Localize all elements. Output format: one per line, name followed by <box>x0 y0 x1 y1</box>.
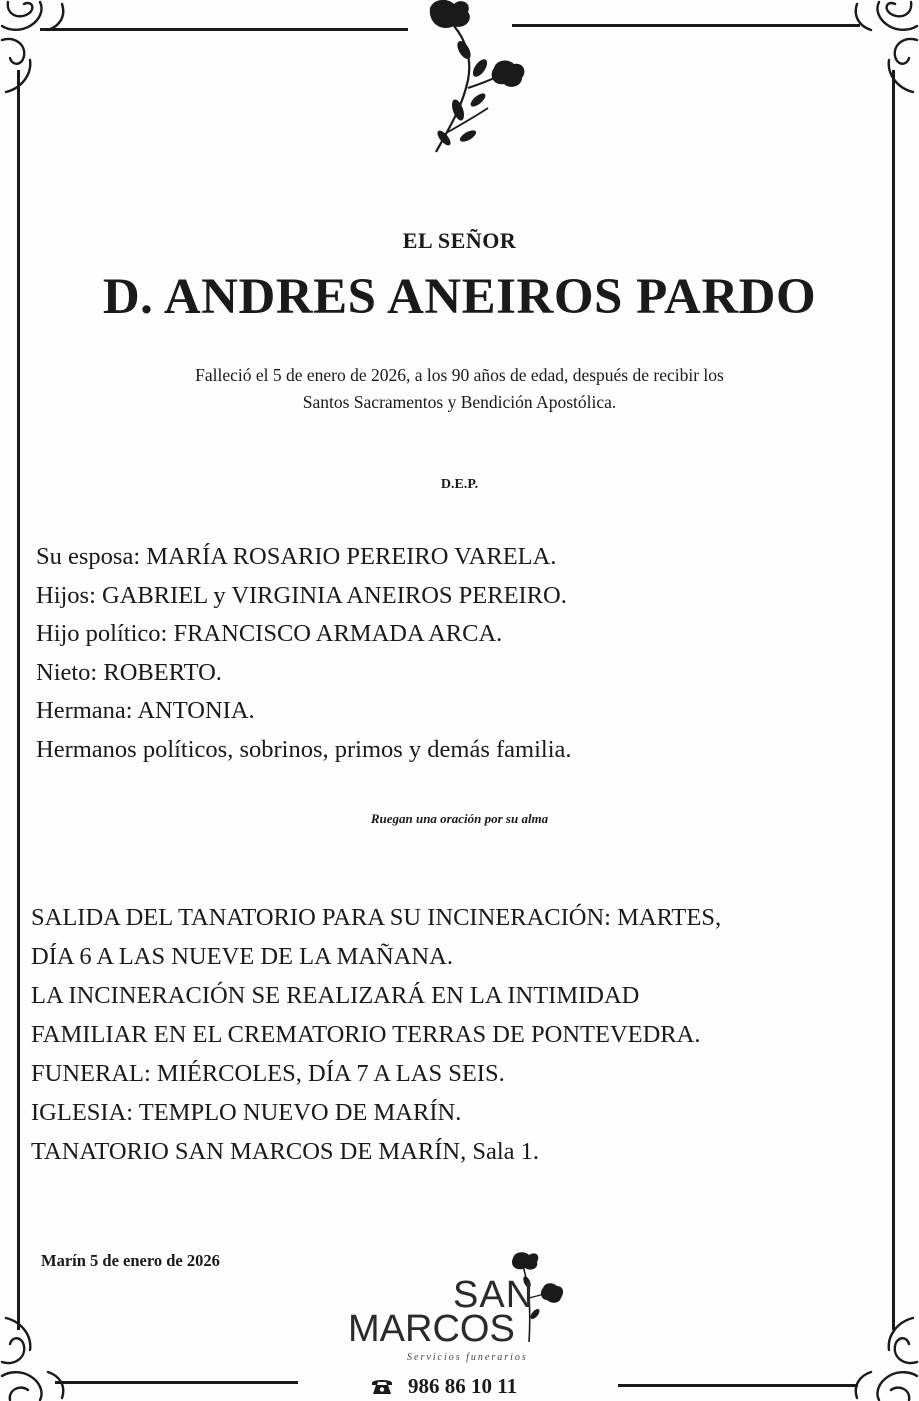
service-line: IGLESIA: TEMPLO NUEVO DE MARÍN. <box>31 1099 462 1126</box>
corner-ornament-icon <box>0 0 80 95</box>
telephone-icon <box>370 1377 394 1395</box>
service-line: FAMILIAR EN EL CREMATORIO TERRAS DE PONTEVEDRA. <box>31 1021 701 1048</box>
service-details <box>31 898 721 1171</box>
service-line: SALIDA DEL TANATORIO PARA SU INCINERACIÓN: MARTES, <box>31 904 722 931</box>
frame-bottom-left-line <box>55 1381 298 1384</box>
corner-ornament-icon <box>839 0 919 95</box>
deceased-name: D. ANDRES ANEIROS PARDO <box>102 269 817 325</box>
corner-ornament-icon <box>0 1316 80 1401</box>
family-line: Su esposa: MARÍA ROSARIO PEREIRO VARELA. <box>36 543 557 570</box>
prayer-request: Ruegan una oración por su alma <box>370 811 549 826</box>
dep-label: D.E.P. <box>440 477 479 492</box>
phone-contact <box>370 1374 517 1399</box>
rose-flower-icon <box>418 0 533 160</box>
place-date: Marín 5 de enero de 2026 <box>41 1251 220 1270</box>
family-line: Hermana: ANTONIA. <box>36 697 255 724</box>
logo-subtitle: Servicios funerarios <box>407 1352 528 1363</box>
service-line: LA INCINERACIÓN SE REALIZARÁ EN LA INTIMIDAD <box>31 982 640 1009</box>
funeral-home-logo <box>345 1252 575 1372</box>
service-line: TANATORIO SAN MARCOS DE MARÍN, Sala 1. <box>31 1138 540 1165</box>
family-list <box>36 538 572 769</box>
death-statement <box>0 362 919 416</box>
phone-number: 986 86 10 11 <box>408 1374 518 1398</box>
death-statement-line: Falleció el 5 de enero de 2026, a los 90 años de edad, después de recibir los <box>195 365 724 385</box>
frame-top-left-line <box>40 28 408 31</box>
service-line: FUNERAL: MIÉRCOLES, DÍA 7 A LAS SEIS. <box>31 1060 505 1087</box>
frame-bottom-right-line <box>618 1384 858 1387</box>
death-statement-line: Santos Sacramentos y Bendición Apostólica. <box>302 392 617 412</box>
family-line: Hijos: GABRIEL y VIRGINIA ANEIROS PEREIRO. <box>36 581 567 609</box>
family-line: Hermanos políticos, sobrinos, primos y demás familia. <box>36 735 572 763</box>
logo-word-marcos: MARCOS <box>348 1308 515 1350</box>
family-line: Nieto: ROBERTO. <box>36 658 222 686</box>
family-line: Hijo político: FRANCISCO ARMADA ARCA. <box>36 620 503 647</box>
frame-right-line <box>892 70 895 1330</box>
frame-top-right-line <box>512 24 860 27</box>
corner-ornament-icon <box>839 1316 919 1401</box>
frame-left-line <box>17 70 20 1330</box>
logo-word-san: SAN <box>453 1274 535 1316</box>
notice-heading: EL SEÑOR <box>402 228 517 253</box>
service-line: DÍA 6 A LAS NUEVE DE LA MAÑANA. <box>31 943 453 970</box>
